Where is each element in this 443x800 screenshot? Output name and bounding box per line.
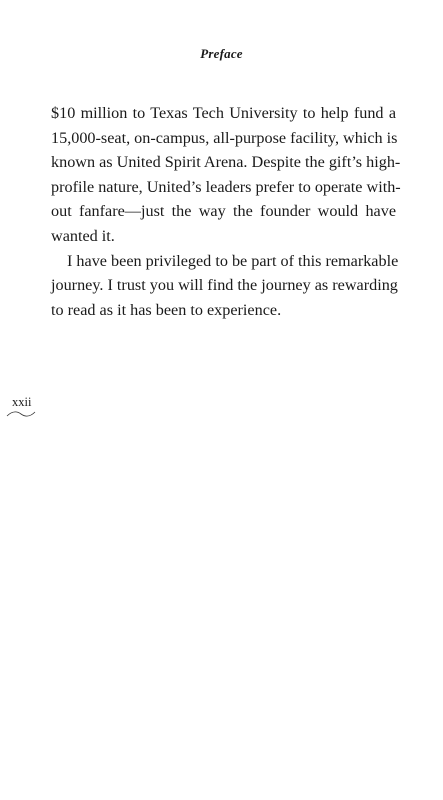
text-line: out fanfare—just the way the founder would have [51, 202, 396, 221]
text-line: profile nature, United’s leaders prefer to operate with- [51, 177, 401, 196]
paragraph-2 [51, 249, 399, 323]
text-line: journey. I trust you will find the journey as rewarding [51, 276, 398, 295]
text-line: to read as it has been to experience. [51, 300, 282, 319]
paragraph-1 [51, 101, 401, 249]
folio [6, 395, 46, 418]
text-line: 15,000-seat, on-campus, all-purpose facility, which is [51, 128, 398, 147]
text-line: I have been privileged to be part of this remarkable [67, 251, 399, 270]
running-head: Preface [200, 46, 243, 61]
page-number: xxii [12, 395, 32, 409]
text-line: known as United Spirit Arena. Despite the gift’s high- [51, 153, 401, 172]
body-text [51, 101, 401, 322]
text-line: $10 million to Texas Tech University to help fund a [51, 104, 396, 122]
text-line: wanted it. [51, 226, 115, 245]
swash-ornament-icon [6, 410, 36, 418]
